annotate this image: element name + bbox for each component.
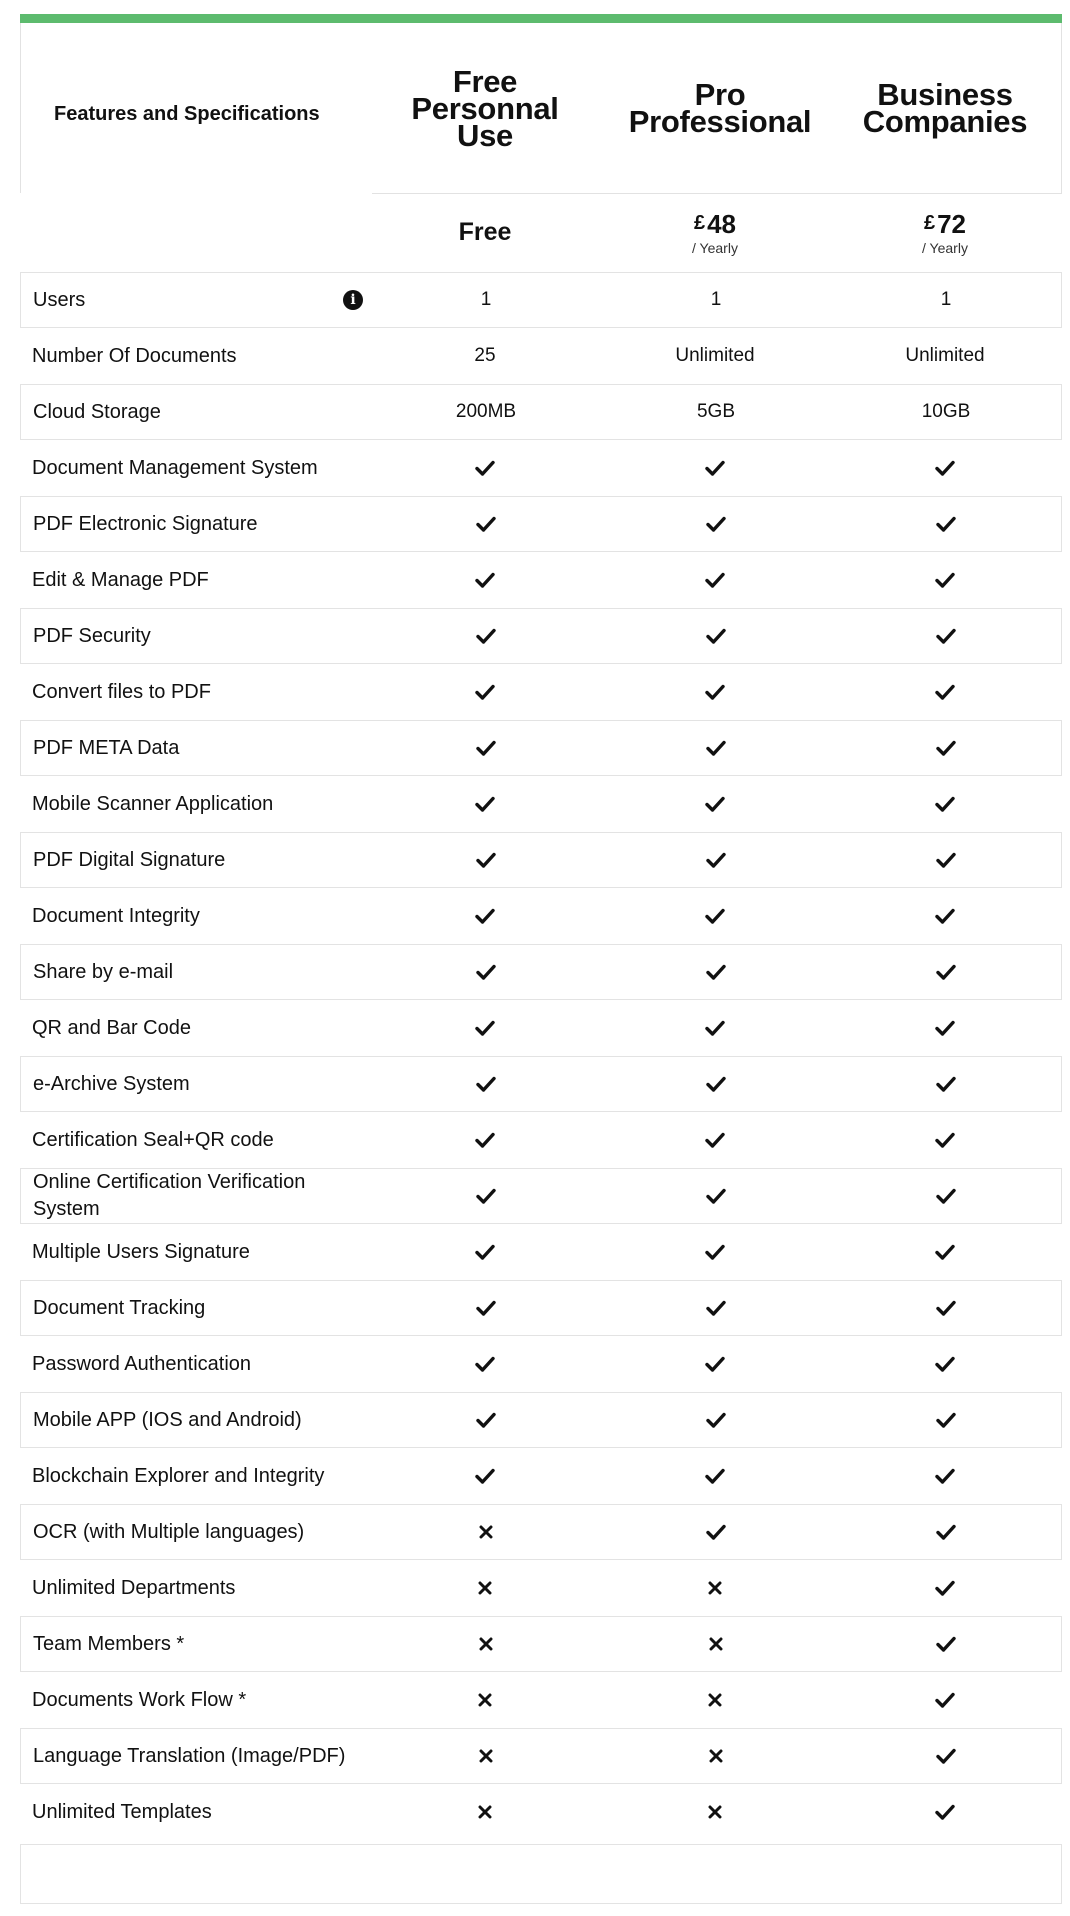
check-icon [616, 513, 816, 535]
check-icon [615, 1129, 815, 1151]
price-free [385, 193, 585, 272]
check-icon [385, 457, 585, 479]
table-row [20, 664, 1062, 720]
price-pro [615, 193, 815, 272]
feature-label: Online Certification Verification System [33, 1171, 306, 1220]
features-heading: Features and Specifications [20, 23, 372, 193]
feature-label: Password Authentication [32, 1352, 252, 1375]
check-icon [616, 1409, 816, 1431]
check-icon [385, 1353, 585, 1375]
table-row [20, 440, 1062, 496]
cross-icon [386, 1521, 586, 1543]
pricing-table [20, 14, 1062, 1904]
cross-icon [615, 1689, 815, 1711]
check-icon [845, 569, 1045, 591]
table-row [20, 1112, 1062, 1168]
check-icon [846, 1521, 1046, 1543]
table-row [20, 496, 1062, 552]
check-icon [616, 1521, 816, 1543]
cross-icon [386, 1633, 586, 1655]
info-icon[interactable]: i [343, 290, 363, 310]
check-icon [386, 849, 586, 871]
cross-icon [385, 1801, 585, 1823]
cell-value: 1 [480, 289, 492, 310]
check-icon [385, 681, 585, 703]
check-icon [845, 1353, 1045, 1375]
check-icon [845, 793, 1045, 815]
table-row [20, 832, 1062, 888]
check-icon [616, 849, 816, 871]
check-icon [386, 961, 586, 983]
check-icon [616, 737, 816, 759]
plan-business-title [840, 23, 1050, 193]
cross-icon [385, 1577, 585, 1599]
plan-free-title [385, 23, 585, 193]
plan-pro-line: Pro [694, 77, 746, 112]
feature-label: PDF Digital Signature [33, 848, 226, 871]
check-icon [385, 793, 585, 815]
check-icon [386, 737, 586, 759]
cross-icon [385, 1689, 585, 1711]
feature-label: Document Tracking [33, 1296, 206, 1319]
check-icon [846, 961, 1046, 983]
price-business [845, 193, 1045, 272]
cell-value: 25 [474, 345, 496, 366]
check-icon [845, 1241, 1045, 1263]
check-icon [616, 1073, 816, 1095]
check-icon [385, 1241, 585, 1263]
cell-value: 1 [710, 289, 722, 310]
price-period: / Yearly [692, 240, 738, 256]
table-row [20, 1336, 1062, 1392]
check-icon [615, 569, 815, 591]
feature-label: OCR (with Multiple languages) [33, 1520, 305, 1543]
check-icon [615, 1017, 815, 1039]
table-row [20, 1280, 1062, 1336]
table-footer [20, 1844, 1062, 1904]
table-row [20, 1224, 1062, 1280]
check-icon [385, 1465, 585, 1487]
check-icon [385, 1017, 585, 1039]
feature-label: PDF META Data [33, 736, 180, 759]
table-row [20, 1784, 1062, 1840]
accent-bar [20, 14, 1062, 23]
check-icon [846, 513, 1046, 535]
table-row [20, 328, 1062, 384]
feature-label: Cloud Storage [33, 400, 161, 423]
feature-label: Document Management System [32, 456, 318, 479]
feature-label: Documents Work Flow * [32, 1688, 247, 1711]
check-icon [385, 905, 585, 927]
check-icon [386, 1409, 586, 1431]
check-icon [615, 1465, 815, 1487]
cell-value: 10GB [921, 401, 971, 422]
check-icon [386, 1185, 586, 1207]
cross-icon [615, 1577, 815, 1599]
check-icon [615, 457, 815, 479]
feature-label: Number Of Documents [32, 344, 237, 367]
check-icon [846, 737, 1046, 759]
cell-value: 200MB [455, 401, 517, 422]
table-row [20, 720, 1062, 776]
check-icon [616, 1297, 816, 1319]
table-row [20, 552, 1062, 608]
table-row [20, 1056, 1062, 1112]
table-row [20, 1392, 1062, 1448]
price-business-amount [924, 209, 966, 238]
feature-label: Multiple Users Signature [32, 1240, 250, 1263]
check-icon [845, 1129, 1045, 1151]
table-row [20, 608, 1062, 664]
feature-label: QR and Bar Code [32, 1016, 191, 1039]
check-icon [616, 961, 816, 983]
table-row [20, 1168, 1062, 1224]
currency-symbol: £ [693, 212, 706, 234]
table-row [20, 888, 1062, 944]
table-header [20, 23, 1062, 193]
cross-icon [615, 1801, 815, 1823]
price-period: / Yearly [922, 240, 968, 256]
feature-label: Document Integrity [32, 904, 200, 927]
check-icon [846, 1409, 1046, 1431]
check-icon [846, 625, 1046, 647]
table-row [20, 1000, 1062, 1056]
plan-business-line: Business [877, 77, 1013, 112]
feature-rows [20, 272, 1062, 1840]
feature-label: Unlimited Templates [32, 1800, 212, 1823]
table-row [20, 944, 1062, 1000]
check-icon [845, 681, 1045, 703]
table-row [20, 1672, 1062, 1728]
check-icon [386, 513, 586, 535]
check-icon [846, 1633, 1046, 1655]
check-icon [845, 457, 1045, 479]
price-row [20, 193, 1062, 272]
feature-label: Share by e-mail [33, 960, 174, 983]
plan-pro-title [610, 23, 830, 193]
table-row [20, 776, 1062, 832]
check-icon [616, 625, 816, 647]
table-row [20, 1616, 1062, 1672]
check-icon [845, 1577, 1045, 1599]
feature-label: PDF Security [33, 624, 151, 647]
plan-free-line: Use [457, 117, 513, 153]
cell-value: 5GB [696, 401, 736, 422]
table-row [20, 272, 1062, 328]
check-icon [845, 905, 1045, 927]
plan-business-line: Companies [862, 104, 1028, 139]
check-icon [615, 905, 815, 927]
check-icon [386, 625, 586, 647]
table-row [20, 1448, 1062, 1504]
feature-label: Blockchain Explorer and Integrity [32, 1464, 325, 1487]
price-value: 72 [937, 209, 967, 239]
feature-label: Unlimited Departments [32, 1576, 236, 1599]
price-pro-amount [694, 209, 736, 238]
feature-label: Mobile APP (IOS and Android) [33, 1408, 302, 1431]
currency-symbol: £ [923, 212, 936, 234]
check-icon [845, 1465, 1045, 1487]
cross-icon [616, 1745, 816, 1767]
table-row [20, 1504, 1062, 1560]
plan-free-line: Free [452, 63, 518, 99]
table-row [20, 384, 1062, 440]
check-icon [615, 1353, 815, 1375]
check-icon [845, 1689, 1045, 1711]
check-icon [385, 569, 585, 591]
check-icon [846, 1297, 1046, 1319]
feature-label: Certification Seal+QR code [32, 1128, 274, 1151]
feature-label: Edit & Manage PDF [32, 568, 209, 591]
check-icon [846, 1185, 1046, 1207]
table-row [20, 1560, 1062, 1616]
table-row [20, 1728, 1062, 1784]
divider [1061, 23, 1062, 193]
check-icon [615, 793, 815, 815]
feature-label: Language Translation (Image/PDF) [33, 1744, 346, 1767]
check-icon [845, 1017, 1045, 1039]
feature-label: Users [33, 288, 86, 311]
check-icon [846, 849, 1046, 871]
feature-label: e-Archive System [33, 1072, 190, 1095]
check-icon [386, 1297, 586, 1319]
cell-value: Unlimited [905, 345, 985, 366]
check-icon [845, 1801, 1045, 1823]
check-icon [386, 1073, 586, 1095]
cell-value: 1 [940, 289, 952, 310]
plan-pro-line: Professional [628, 104, 812, 139]
check-icon [385, 1129, 585, 1151]
price-free-label: Free [458, 218, 512, 246]
check-icon [616, 1185, 816, 1207]
check-icon [846, 1745, 1046, 1767]
cell-value: Unlimited [675, 345, 755, 366]
feature-label: Convert files to PDF [32, 680, 211, 703]
check-icon [615, 1241, 815, 1263]
feature-label: Mobile Scanner Application [32, 792, 274, 815]
price-value: 48 [707, 209, 737, 239]
plan-free-line: Personnal [411, 90, 559, 126]
cross-icon [386, 1745, 586, 1767]
cross-icon [616, 1633, 816, 1655]
check-icon [615, 681, 815, 703]
check-icon [846, 1073, 1046, 1095]
feature-label: Team Members * [33, 1632, 185, 1655]
feature-label: PDF Electronic Signature [33, 512, 258, 535]
